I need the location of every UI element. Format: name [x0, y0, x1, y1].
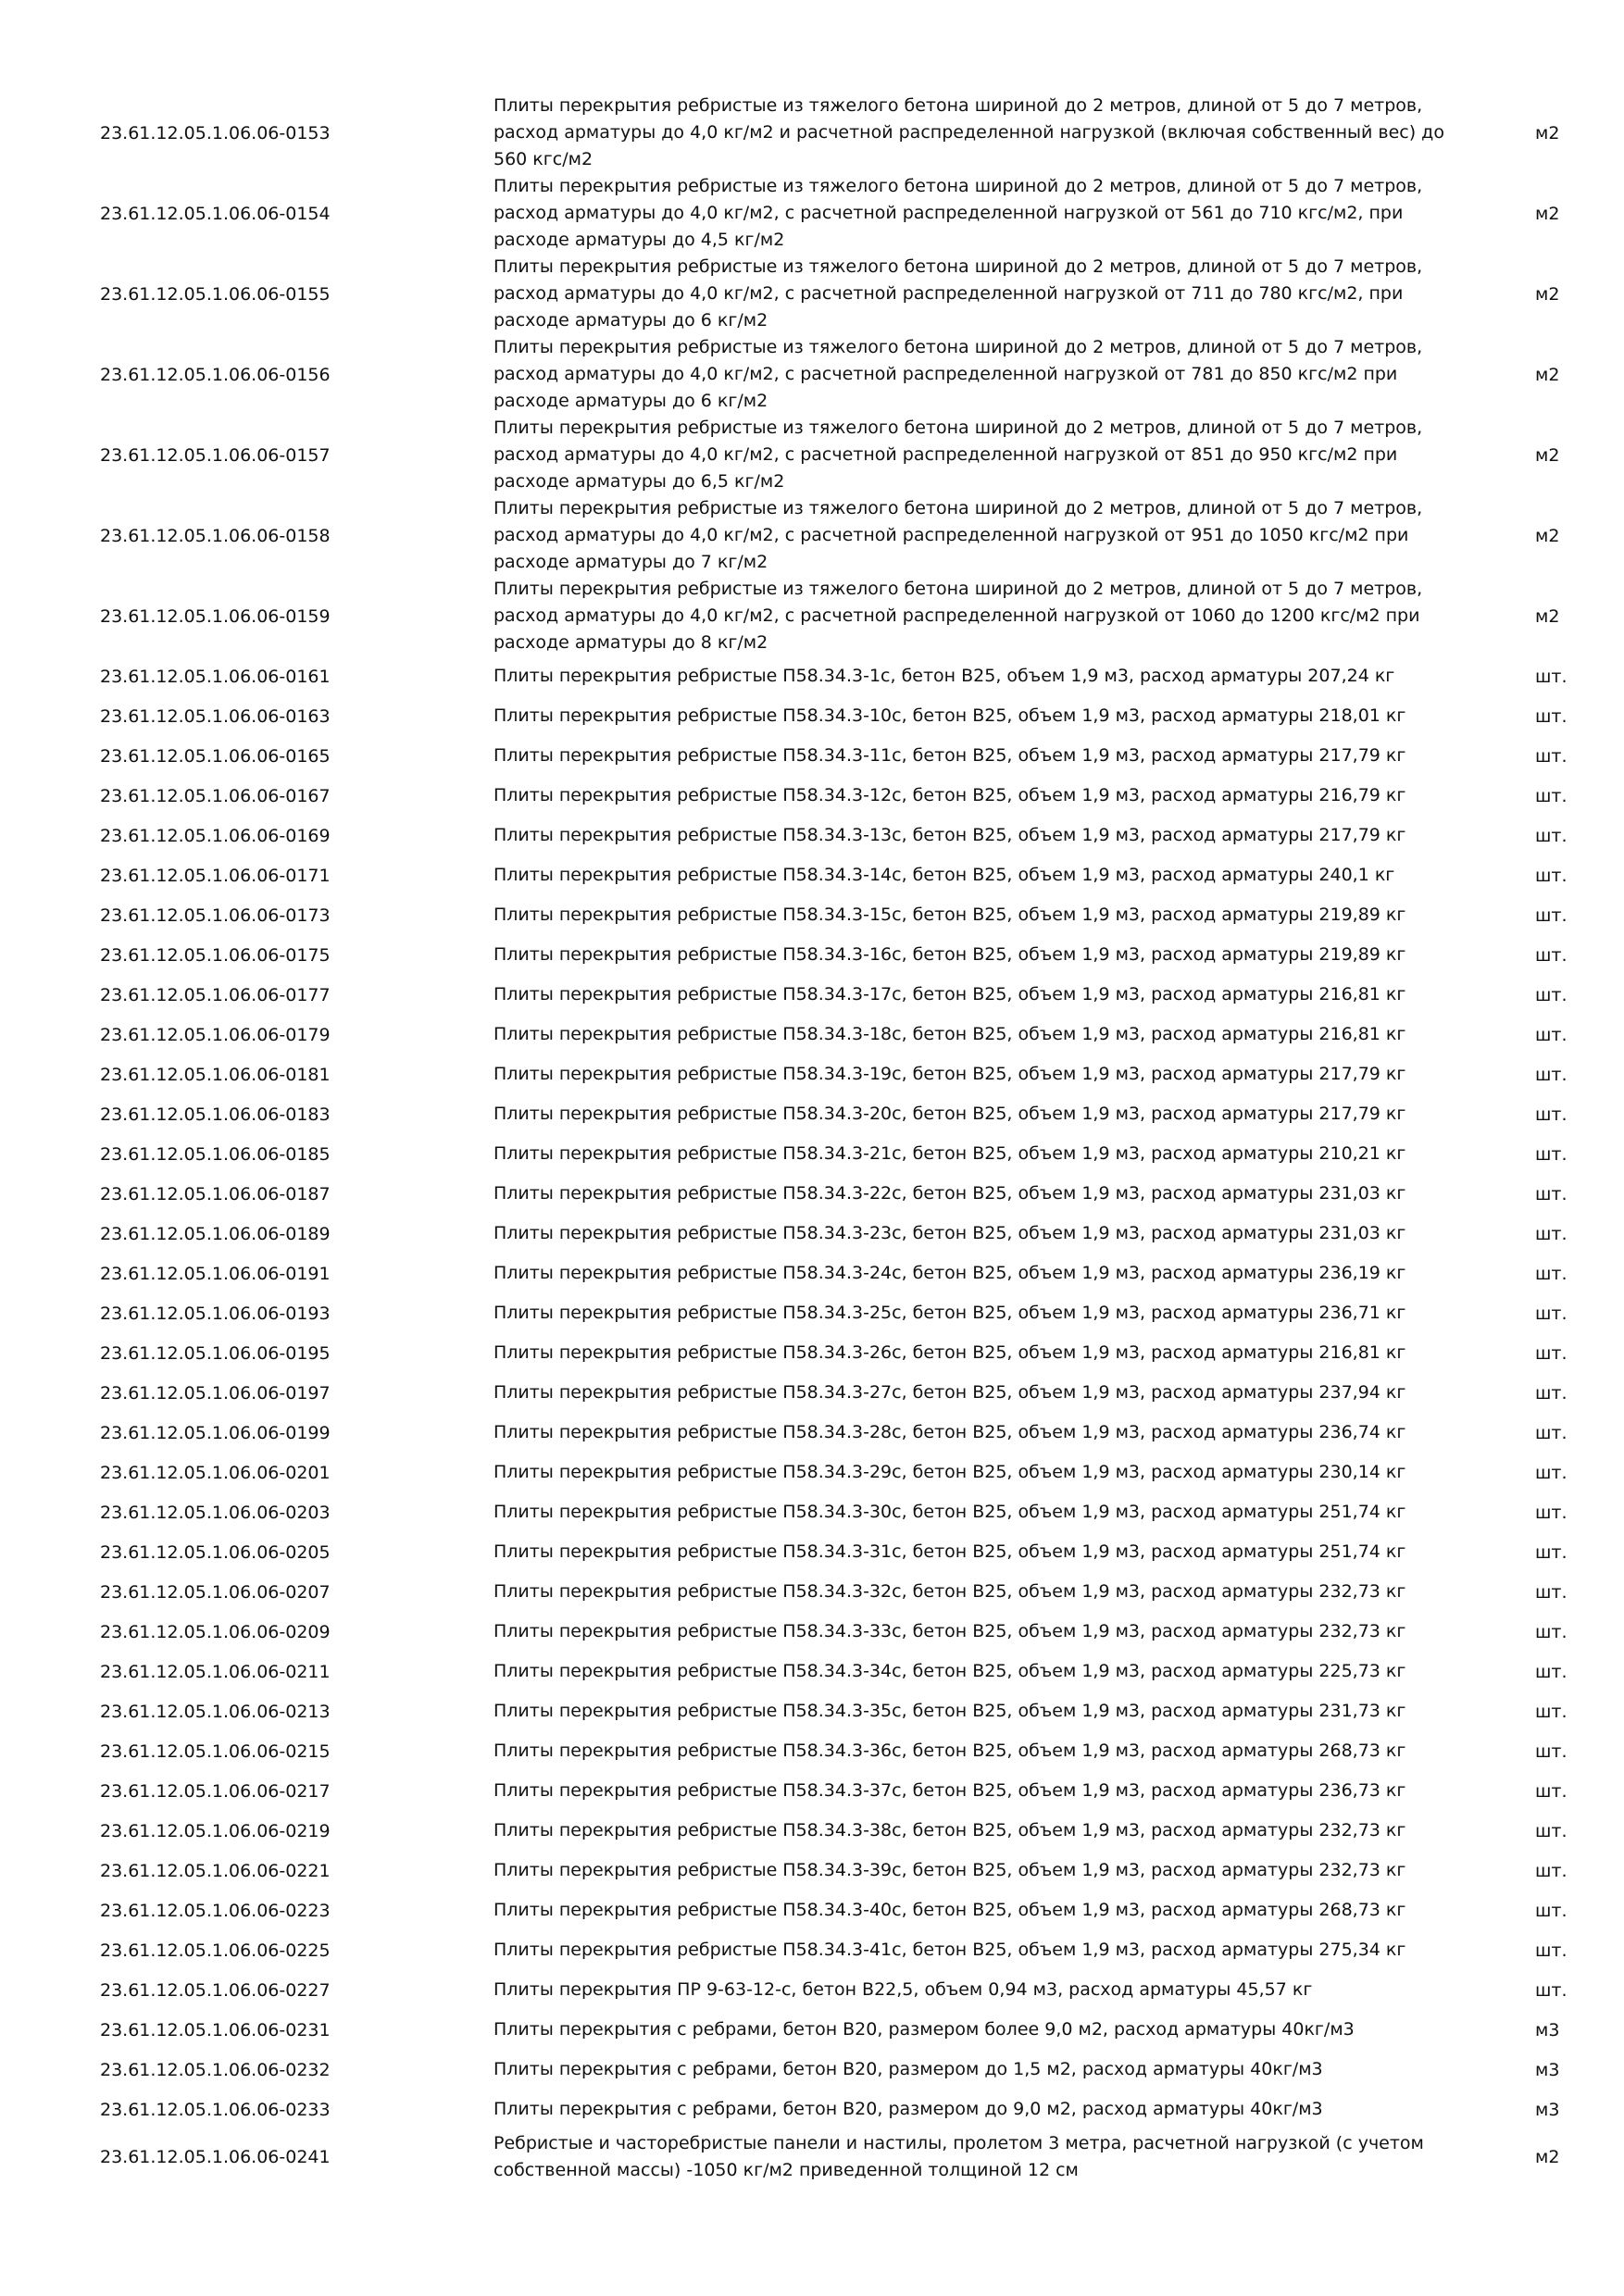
- table-row: [0, 1771, 1624, 1811]
- measurement-unit: шт.: [1535, 1263, 1568, 1284]
- table-row: [0, 1373, 1624, 1413]
- table-row: [0, 935, 1624, 975]
- resource-code: 23.61.12.05.1.06.06-0197: [100, 1382, 331, 1404]
- resource-code: 23.61.12.05.1.06.06-0215: [100, 1741, 331, 1762]
- measurement-unit: шт.: [1535, 1462, 1568, 1483]
- resource-code: 23.61.12.05.1.06.06-0189: [100, 1223, 331, 1244]
- resource-description: Плиты перекрытия ребристые П58.34.3-17с, бетон В25, объем 1,9 м3, расход арматуры 216,81 кг: [493, 984, 1406, 1004]
- resource-code: 23.61.12.05.1.06.06-0167: [100, 785, 331, 806]
- resource-description: Плиты перекрытия ребристые П58.34.3-37с, бетон В25, объем 1,9 м3, расход арматуры 236,73 кг: [493, 1780, 1406, 1801]
- resource-description: Плиты перекрытия ребристые П58.34.3-28с, бетон В25, объем 1,9 м3, расход арматуры 236,74 кг: [493, 1422, 1406, 1442]
- measurement-unit: шт.: [1535, 666, 1568, 687]
- resource-code: 23.61.12.05.1.06.06-0233: [100, 2099, 331, 2120]
- table-row: [0, 736, 1624, 776]
- resource-description: Плиты перекрытия ребристые из тяжелого бетона шириной до 2 метров, длиной от 5 до 7 метров, расход арматуры до 4,0 кг/м2 и расчетной распределенной нагрузкой (включая собственный вес) до 560 кгс/м2: [493, 95, 1444, 169]
- measurement-unit: м2: [1535, 605, 1560, 627]
- measurement-unit: шт.: [1535, 1741, 1568, 1762]
- resource-description: Плиты перекрытия ребристые П58.34.3-39с, бетон В25, объем 1,9 м3, расход арматуры 232,73 кг: [493, 1860, 1406, 1880]
- table-row: [0, 696, 1624, 736]
- resource-code: 23.61.12.05.1.06.06-0153: [100, 122, 331, 144]
- table-row: [0, 1174, 1624, 1214]
- table-row: [0, 855, 1624, 895]
- measurement-unit: шт.: [1535, 745, 1568, 767]
- resource-description: Плиты перекрытия ребристые П58.34.3-40с, бетон В25, объем 1,9 м3, расход арматуры 268,73 кг: [493, 1900, 1406, 1920]
- measurement-unit: шт.: [1535, 1143, 1568, 1165]
- resource-description: Плиты перекрытия ребристые П58.34.3-14с, бетон В25, объем 1,9 м3, расход арматуры 240,1 кг: [493, 865, 1395, 885]
- table-row: [0, 1691, 1624, 1731]
- measurement-unit: шт.: [1535, 825, 1568, 846]
- table-row: [0, 1413, 1624, 1453]
- table-row: [0, 2050, 1624, 2090]
- resource-code: 23.61.12.05.1.06.06-0185: [100, 1143, 331, 1165]
- table-row: [0, 1453, 1624, 1492]
- measurement-unit: м2: [1535, 444, 1560, 466]
- measurement-unit: шт.: [1535, 1303, 1568, 1324]
- resource-description: Плиты перекрытия ребристые П58.34.3-31с, бетон В25, объем 1,9 м3, расход арматуры 251,74 кг: [493, 1541, 1406, 1562]
- resource-description: Плиты перекрытия ребристые П58.34.3-24с, бетон В25, объем 1,9 м3, расход арматуры 236,19 кг: [493, 1263, 1406, 1283]
- document-table: [0, 93, 1624, 2185]
- resource-description: Плиты перекрытия с ребрами, бетон В20, размером до 9,0 м2, расход арматуры 40кг/м3: [493, 2099, 1323, 2119]
- resource-description: Плиты перекрытия ребристые П58.34.3-21с, бетон В25, объем 1,9 м3, расход арматуры 210,21 кг: [493, 1143, 1406, 1164]
- resource-description: Плиты перекрытия ребристые П58.34.3-22с, бетон В25, объем 1,9 м3, расход арматуры 231,03 кг: [493, 1183, 1406, 1204]
- table-row: [0, 93, 1624, 173]
- table-row: [0, 1134, 1624, 1174]
- resource-description: Плиты перекрытия ребристые П58.34.3-1с, бетон В25, объем 1,9 м3, расход арматуры 207,24 кг: [493, 666, 1395, 686]
- table-row: [0, 254, 1624, 334]
- measurement-unit: шт.: [1535, 1422, 1568, 1443]
- table-row: [0, 1094, 1624, 1134]
- measurement-unit: шт.: [1535, 1382, 1568, 1404]
- resource-description: Ребристые и часторебристые панели и настилы, пролетом 3 метра, расчетной нагрузкой (с учетом собственной массы) -1050 кг/м2 приведенной толщиной 12 см: [493, 2133, 1424, 2180]
- resource-code: 23.61.12.05.1.06.06-0157: [100, 444, 331, 466]
- table-row: [0, 1015, 1624, 1054]
- measurement-unit: шт.: [1535, 1860, 1568, 1881]
- table-row: [0, 895, 1624, 935]
- table-row: [0, 495, 1624, 576]
- resource-description: Плиты перекрытия ребристые П58.34.3-19с, бетон В25, объем 1,9 м3, расход арматуры 217,79 кг: [493, 1064, 1406, 1084]
- table-row: [0, 1612, 1624, 1652]
- table-row: [0, 1532, 1624, 1572]
- table-row: [0, 1492, 1624, 1532]
- resource-description: Плиты перекрытия ребристые П58.34.3-36с, бетон В25, объем 1,9 м3, расход арматуры 268,73 кг: [493, 1741, 1406, 1761]
- resource-description: Плиты перекрытия ребристые П58.34.3-13с, бетон В25, объем 1,9 м3, расход арматуры 217,79 кг: [493, 825, 1406, 845]
- resource-code: 23.61.12.05.1.06.06-0195: [100, 1342, 331, 1364]
- table-row: [0, 1293, 1624, 1333]
- resource-code: 23.61.12.05.1.06.06-0232: [100, 2059, 331, 2080]
- resource-code: 23.61.12.05.1.06.06-0175: [100, 944, 331, 966]
- table-row: [0, 415, 1624, 495]
- resource-code: 23.61.12.05.1.06.06-0165: [100, 745, 331, 767]
- table-row: [0, 2010, 1624, 2050]
- resource-code: 23.61.12.05.1.06.06-0159: [100, 605, 331, 627]
- measurement-unit: шт.: [1535, 1223, 1568, 1244]
- table-row: [0, 1930, 1624, 1970]
- resource-description: Плиты перекрытия ребристые П58.34.3-18с, бетон В25, объем 1,9 м3, расход арматуры 216,81 кг: [493, 1024, 1406, 1044]
- resource-code: 23.61.12.05.1.06.06-0207: [100, 1581, 331, 1603]
- measurement-unit: шт.: [1535, 1183, 1568, 1204]
- measurement-unit: шт.: [1535, 1342, 1568, 1364]
- resource-code: 23.61.12.05.1.06.06-0181: [100, 1064, 331, 1085]
- resource-code: 23.61.12.05.1.06.06-0158: [100, 525, 331, 546]
- resource-code: 23.61.12.05.1.06.06-0219: [100, 1820, 331, 1841]
- resource-code: 23.61.12.05.1.06.06-0187: [100, 1183, 331, 1204]
- resource-description: Плиты перекрытия ребристые П58.34.3-12с, бетон В25, объем 1,9 м3, расход арматуры 216,79 кг: [493, 785, 1406, 805]
- resource-code: 23.61.12.05.1.06.06-0193: [100, 1303, 331, 1324]
- table-row: [0, 1890, 1624, 1930]
- measurement-unit: шт.: [1535, 1502, 1568, 1523]
- resource-description: Плиты перекрытия ПР 9-63-12-с, бетон В22,5, объем 0,94 м3, расход арматуры 45,57 кг: [493, 1979, 1313, 2000]
- resource-code: 23.61.12.05.1.06.06-0227: [100, 1979, 331, 2001]
- table-row: [0, 1731, 1624, 1771]
- resource-code: 23.61.12.05.1.06.06-0205: [100, 1541, 331, 1563]
- resource-description: Плиты перекрытия с ребрами, бетон В20, размером до 1,5 м2, расход арматуры 40кг/м3: [493, 2059, 1323, 2079]
- measurement-unit: шт.: [1535, 1064, 1568, 1085]
- resource-description: Плиты перекрытия с ребрами, бетон В20, размером более 9,0 м2, расход арматуры 40кг/м3: [493, 2019, 1355, 2040]
- table-row: [0, 1811, 1624, 1851]
- measurement-unit: м2: [1535, 364, 1560, 385]
- measurement-unit: м3: [1535, 2059, 1560, 2080]
- measurement-unit: м3: [1535, 2099, 1560, 2120]
- measurement-unit: м3: [1535, 2019, 1560, 2040]
- table-row: [0, 1054, 1624, 1094]
- resource-code: 23.61.12.05.1.06.06-0177: [100, 984, 331, 1005]
- resource-code: 23.61.12.05.1.06.06-0213: [100, 1701, 331, 1722]
- resource-description: Плиты перекрытия ребристые П58.34.3-33с, бетон В25, объем 1,9 м3, расход арматуры 232,73 кг: [493, 1621, 1406, 1641]
- table-row: [0, 1652, 1624, 1691]
- table-row: [0, 656, 1624, 696]
- measurement-unit: шт.: [1535, 1780, 1568, 1802]
- measurement-unit: м2: [1535, 525, 1560, 546]
- measurement-unit: шт.: [1535, 1900, 1568, 1921]
- resource-description: Плиты перекрытия ребристые из тяжелого бетона шириной до 2 метров, длиной от 5 до 7 метров, расход арматуры до 4,0 кг/м2, с расчетной распределенной нагрузкой от 851 до 950 кгс/м2 при расходе арматуры до 6,5 кг/м2: [493, 418, 1423, 492]
- resource-description: Плиты перекрытия ребристые П58.34.3-20с, бетон В25, объем 1,9 м3, расход арматуры 217,79 кг: [493, 1104, 1406, 1124]
- measurement-unit: шт.: [1535, 1024, 1568, 1045]
- table-row: [0, 1333, 1624, 1373]
- measurement-unit: шт.: [1535, 705, 1568, 727]
- table-row: [0, 173, 1624, 254]
- measurement-unit: шт.: [1535, 944, 1568, 966]
- table-row: [0, 1254, 1624, 1293]
- resource-code: 23.61.12.05.1.06.06-0217: [100, 1780, 331, 1802]
- table-row: [0, 2090, 1624, 2129]
- resource-description: Плиты перекрытия ребристые из тяжелого бетона шириной до 2 метров, длиной от 5 до 7 метров, расход арматуры до 4,0 кг/м2, с расчетной распределенной нагрузкой от 561 до 710 кгс/м2, при расходе арматуры до 4,5 кг/м2: [493, 176, 1423, 250]
- resource-code: 23.61.12.05.1.06.06-0156: [100, 364, 331, 385]
- resource-description: Плиты перекрытия ребристые П58.34.3-10с, бетон В25, объем 1,9 м3, расход арматуры 218,01 кг: [493, 705, 1406, 726]
- measurement-unit: шт.: [1535, 1621, 1568, 1642]
- table-row: [0, 334, 1624, 415]
- resource-description: Плиты перекрытия ребристые П58.34.3-38с, бетон В25, объем 1,9 м3, расход арматуры 232,73 кг: [493, 1820, 1406, 1841]
- resource-code: 23.61.12.05.1.06.06-0209: [100, 1621, 331, 1642]
- resource-code: 23.61.12.05.1.06.06-0241: [100, 2147, 331, 2167]
- resource-code: 23.61.12.05.1.06.06-0199: [100, 1422, 331, 1443]
- resource-code: 23.61.12.05.1.06.06-0154: [100, 203, 331, 224]
- table-row: [0, 2129, 1624, 2185]
- resource-description: Плиты перекрытия ребристые П58.34.3-25с, бетон В25, объем 1,9 м3, расход арматуры 236,71 кг: [493, 1303, 1406, 1323]
- resource-code: 23.61.12.05.1.06.06-0161: [100, 666, 331, 687]
- measurement-unit: м2: [1535, 122, 1560, 144]
- measurement-unit: шт.: [1535, 1979, 1568, 2001]
- measurement-unit: шт.: [1535, 865, 1568, 886]
- resource-description: Плиты перекрытия ребристые П58.34.3-15с, бетон В25, объем 1,9 м3, расход арматуры 219,89 кг: [493, 905, 1406, 925]
- resource-description: Плиты перекрытия ребристые П58.34.3-11с, бетон В25, объем 1,9 м3, расход арматуры 217,79 кг: [493, 745, 1406, 766]
- resource-code: 23.61.12.05.1.06.06-0173: [100, 905, 331, 926]
- table-row: [0, 576, 1624, 656]
- resource-code: 23.61.12.05.1.06.06-0179: [100, 1024, 331, 1045]
- measurement-unit: шт.: [1535, 1581, 1568, 1603]
- resource-description: Плиты перекрытия ребристые П58.34.3-29с, бетон В25, объем 1,9 м3, расход арматуры 230,14 кг: [493, 1462, 1406, 1482]
- resource-code: 23.61.12.05.1.06.06-0225: [100, 1940, 331, 1961]
- measurement-unit: шт.: [1535, 1820, 1568, 1841]
- measurement-unit: шт.: [1535, 1661, 1568, 1682]
- resource-description: Плиты перекрытия ребристые П58.34.3-23с, бетон В25, объем 1,9 м3, расход арматуры 231,03 кг: [493, 1223, 1406, 1243]
- resource-code: 23.61.12.05.1.06.06-0203: [100, 1502, 331, 1523]
- measurement-unit: шт.: [1535, 1701, 1568, 1722]
- resource-code: 23.61.12.05.1.06.06-0221: [100, 1860, 331, 1881]
- table-row: [0, 1214, 1624, 1254]
- resource-code: 23.61.12.05.1.06.06-0191: [100, 1263, 331, 1284]
- resource-code: 23.61.12.05.1.06.06-0223: [100, 1900, 331, 1921]
- resource-description: Плиты перекрытия ребристые П58.34.3-35с, бетон В25, объем 1,9 м3, расход арматуры 231,73 кг: [493, 1701, 1406, 1721]
- table-row: [0, 1970, 1624, 2010]
- resource-code: 23.61.12.05.1.06.06-0231: [100, 2019, 331, 2040]
- resource-description: Плиты перекрытия ребристые П58.34.3-26с, бетон В25, объем 1,9 м3, расход арматуры 216,81 кг: [493, 1342, 1406, 1363]
- resource-description: Плиты перекрытия ребристые из тяжелого бетона шириной до 2 метров, длиной от 5 до 7 метров, расход арматуры до 4,0 кг/м2, с расчетной распределенной нагрузкой от 711 до 780 кгс/м2, при расходе арматуры до 6 кг/м2: [493, 256, 1423, 331]
- table-row: [0, 816, 1624, 855]
- resource-code: 23.61.12.05.1.06.06-0169: [100, 825, 331, 846]
- measurement-unit: м2: [1535, 203, 1560, 224]
- measurement-unit: шт.: [1535, 984, 1568, 1005]
- measurement-unit: шт.: [1535, 1541, 1568, 1563]
- resource-code: 23.61.12.05.1.06.06-0201: [100, 1462, 331, 1483]
- resource-description: Плиты перекрытия ребристые из тяжелого бетона шириной до 2 метров, длиной от 5 до 7 метров, расход арматуры до 4,0 кг/м2, с расчетной распределенной нагрузкой от 781 до 850 кгс/м2 при расходе арматуры до 6 кг/м2: [493, 337, 1423, 411]
- table-row: [0, 975, 1624, 1015]
- table-row: [0, 1851, 1624, 1890]
- resource-code: 23.61.12.05.1.06.06-0211: [100, 1661, 331, 1682]
- resource-code: 23.61.12.05.1.06.06-0171: [100, 865, 331, 886]
- resource-description: Плиты перекрытия ребристые из тяжелого бетона шириной до 2 метров, длиной от 5 до 7 метров, расход арматуры до 4,0 кг/м2, с расчетной распределенной нагрузкой от 951 до 1050 кгс/м2 при расходе арматуры до 7 кг/м2: [493, 498, 1423, 572]
- measurement-unit: шт.: [1535, 785, 1568, 806]
- measurement-unit: шт.: [1535, 1104, 1568, 1125]
- measurement-unit: шт.: [1535, 1940, 1568, 1961]
- table-row: [0, 1572, 1624, 1612]
- resource-description: Плиты перекрытия ребристые П58.34.3-34с, бетон В25, объем 1,9 м3, расход арматуры 225,73 кг: [493, 1661, 1406, 1681]
- resource-code: 23.61.12.05.1.06.06-0155: [100, 283, 331, 305]
- measurement-unit: м2: [1535, 283, 1560, 305]
- measurement-unit: шт.: [1535, 905, 1568, 926]
- table-row: [0, 776, 1624, 816]
- resource-description: Плиты перекрытия ребристые П58.34.3-16с, бетон В25, объем 1,9 м3, расход арматуры 219,89 кг: [493, 944, 1406, 965]
- resource-code: 23.61.12.05.1.06.06-0183: [100, 1104, 331, 1125]
- resource-description: Плиты перекрытия ребристые П58.34.3-41с, бетон В25, объем 1,9 м3, расход арматуры 275,34 кг: [493, 1940, 1406, 1960]
- resource-description: Плиты перекрытия ребристые П58.34.3-32с, бетон В25, объем 1,9 м3, расход арматуры 232,73 кг: [493, 1581, 1406, 1602]
- resource-description: Плиты перекрытия ребристые П58.34.3-27с, бетон В25, объем 1,9 м3, расход арматуры 237,94 кг: [493, 1382, 1406, 1403]
- resource-description: Плиты перекрытия ребристые из тяжелого бетона шириной до 2 метров, длиной от 5 до 7 метров, расход арматуры до 4,0 кг/м2, с расчетной распределенной нагрузкой от 1060 до 1200 кгс/м2 при расходе арматуры до 8 кг/м2: [493, 579, 1423, 653]
- resource-code: 23.61.12.05.1.06.06-0163: [100, 705, 331, 727]
- measurement-unit: м2: [1535, 2147, 1560, 2167]
- resource-description: Плиты перекрытия ребристые П58.34.3-30с, бетон В25, объем 1,9 м3, расход арматуры 251,74 кг: [493, 1502, 1406, 1522]
